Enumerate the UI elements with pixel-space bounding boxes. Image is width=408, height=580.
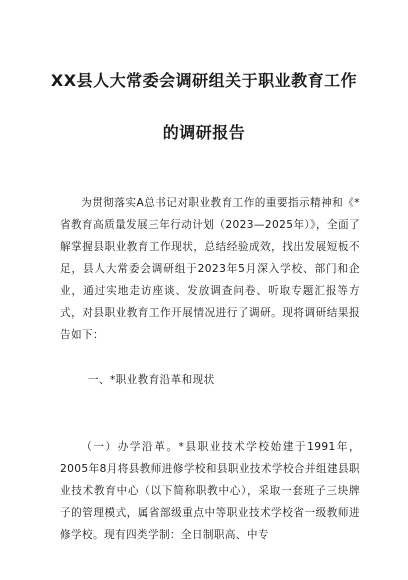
document-title-line-2: 的调研报告 (162, 123, 246, 142)
document-title-line-1: XX县人大常委会调研组关于职业教育工作 (50, 71, 358, 90)
intro-paragraph: 为贯彻落实A总书记对职业教育工作的重要指示精神和《*省教育高质量发展三年行动计划（2023—2025年）》，全面了解掌握县职业教育工作现状，总结经验成效，找出发展短板不足，县人大常委会调研组于2023年5月深入学校、部门和企业，通过实地走访座谈、发放调查问卷、听取专题汇报等方式，对县职业教育工作开展情况进行了调研。现将调研结果报告如下： (60, 197, 360, 341)
section-paragraph: （一）办学沿革。*县职业技术学校始建于1991年，2005年8月将县教师进修学校和县职业技术学校合并组建县职业技术教育中心（以下简称职教中心），采取一套班子三块牌子的管理模式，属省部级重点中等职业技术学校省一级教师进修学校。现有四类学制：全日制职高、中专 (60, 441, 360, 541)
section-heading: 一、*职业教育沿革和现状 (88, 374, 215, 386)
